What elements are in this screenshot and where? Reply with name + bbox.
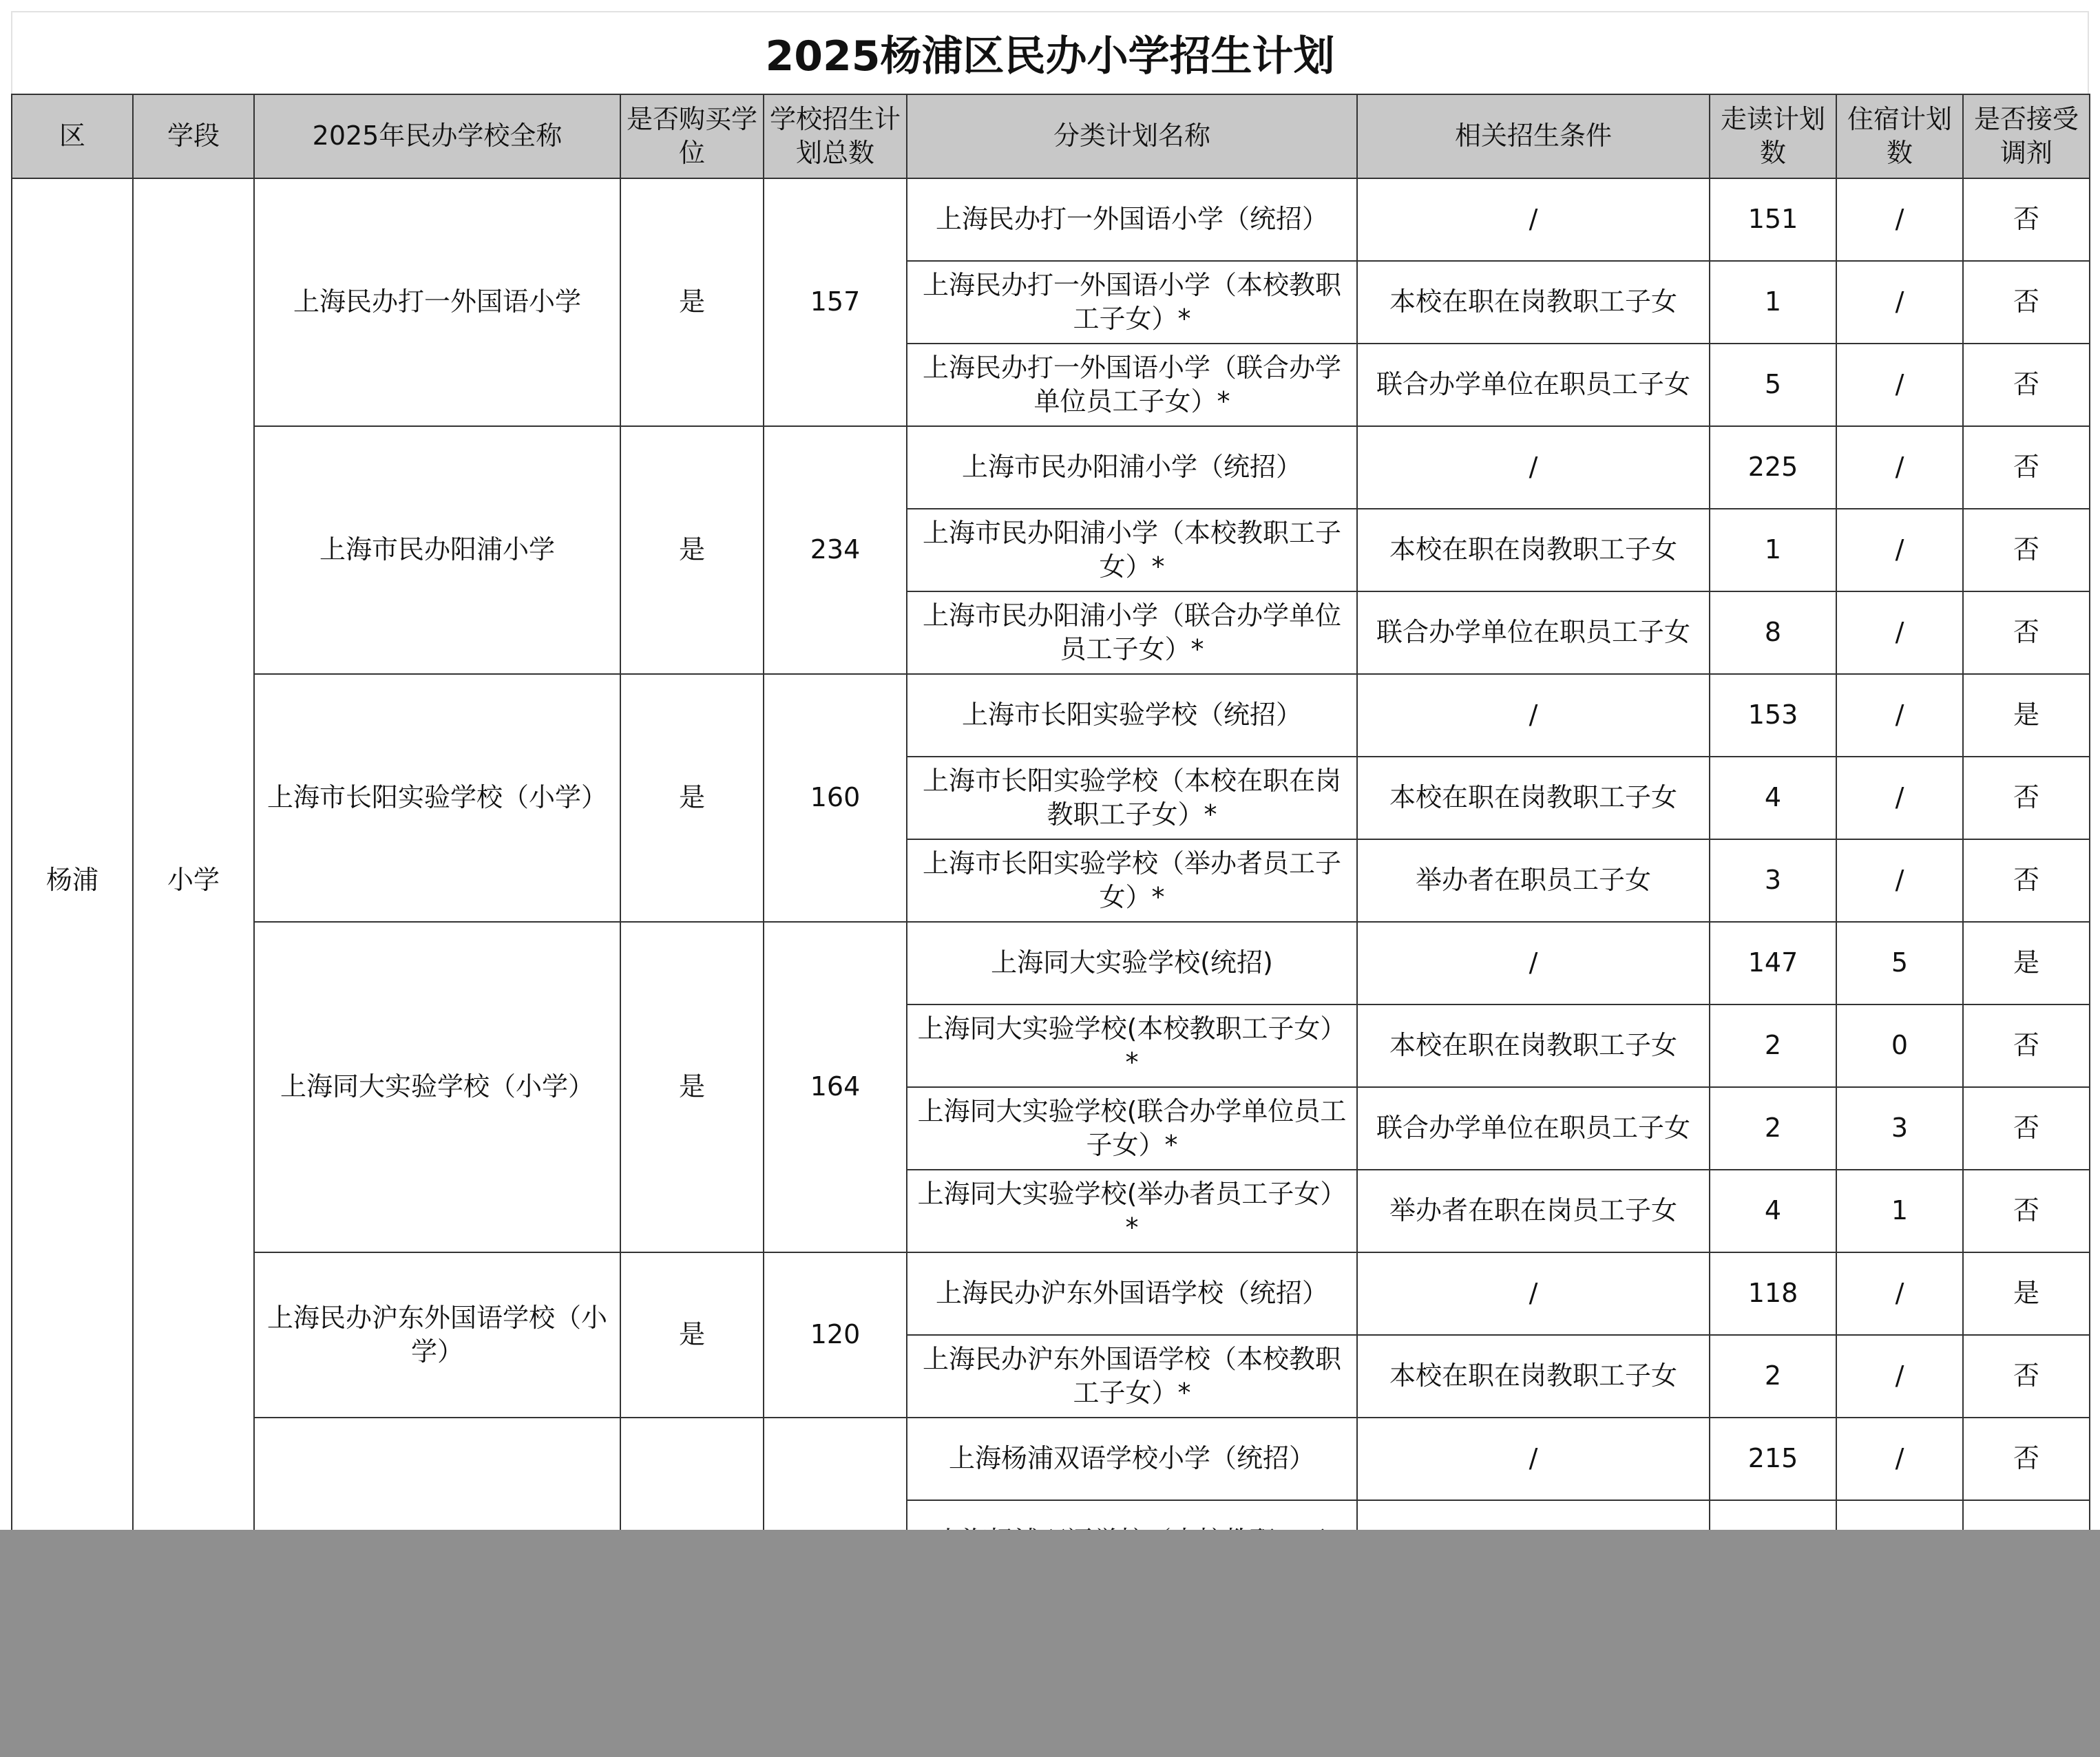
boarding-plan-cell: / (1836, 509, 1963, 591)
plan-name-cell: 上海杨浦双语学校小学（统招） (907, 1418, 1357, 1500)
conditions-cell: 本校在职在岗教职工子女 (1357, 757, 1710, 839)
plan-name-cell: 上海市长阳实验学校（举办者员工子女）* (907, 839, 1357, 922)
plan-name-cell: 上海同大实验学校(统招) (907, 922, 1357, 1004)
school-name-cell: 上海民办沪东外国语学校（小学） (254, 1252, 620, 1418)
accept-adjust-cell: 否 (1963, 839, 2090, 922)
accept-adjust-cell: 否 (1963, 509, 2090, 591)
buy-seats-cell: 是 (620, 674, 764, 922)
plan-name-cell: 上海市长阳实验学校（本校在职在岗教职工子女）* (907, 757, 1357, 839)
boarding-plan-cell: / (1836, 591, 1963, 674)
buy-seats-cell: 是 (620, 178, 764, 426)
gray-overlay (0, 1530, 2100, 1757)
conditions-cell: 本校在职在岗教职工子女 (1357, 509, 1710, 591)
table-row (12, 674, 2090, 757)
conditions-cell: / (1357, 1418, 1710, 1500)
boarding-plan-cell: 3 (1836, 1087, 1963, 1170)
header-accept-adjust: 是否接受调剂 (1963, 94, 2090, 178)
school-name-cell: 上海市民办阳浦小学 (254, 426, 620, 674)
buy-seats-cell: 是 (620, 426, 764, 674)
header-stage: 学段 (133, 94, 254, 178)
day-plan-cell: 1 (1710, 261, 1836, 344)
header-buy-seats: 是否购买学位 (620, 94, 764, 178)
boarding-plan-cell: 1 (1836, 1170, 1963, 1252)
conditions-cell: 本校在职在岗教职工子女 (1357, 1004, 1710, 1087)
conditions-cell: 本校在职在岗教职工子女 (1357, 261, 1710, 344)
spreadsheet-page (11, 11, 2089, 1530)
day-plan-cell: 153 (1710, 674, 1836, 757)
accept-adjust-cell: 否 (1963, 591, 2090, 674)
conditions-cell: 举办者在职在岗员工子女 (1357, 1170, 1710, 1252)
conditions-cell: / (1357, 674, 1710, 757)
conditions-cell: / (1357, 922, 1710, 1004)
plan-name-cell: 上海民办打一外国语小学（本校教职工子女）* (907, 261, 1357, 344)
header-boarding-plan: 住宿计划数 (1836, 94, 1963, 178)
boarding-plan-cell: 5 (1836, 922, 1963, 1004)
boarding-plan-cell: / (1836, 839, 1963, 922)
plan-name-cell: 上海同大实验学校(举办者员工子女）* (907, 1170, 1357, 1252)
day-plan-cell: 225 (1710, 426, 1836, 509)
day-plan-cell: 5 (1710, 344, 1836, 426)
boarding-plan-cell: / (1836, 757, 1963, 839)
day-plan-cell: 2 (1710, 1335, 1836, 1418)
accept-adjust-cell: 否 (1963, 1170, 2090, 1252)
accept-adjust-cell: 否 (1963, 1004, 2090, 1087)
header-district: 区 (12, 94, 133, 178)
conditions-cell: / (1357, 426, 1710, 509)
plan-name-cell: 上海市民办阳浦小学（统招） (907, 426, 1357, 509)
stage-cell: 小学 (133, 178, 254, 1583)
header-day-plan: 走读计划数 (1710, 94, 1836, 178)
table-row (12, 426, 2090, 509)
school-name-cell: 上海民办打一外国语小学 (254, 178, 620, 426)
accept-adjust-cell: 是 (1963, 674, 2090, 757)
day-plan-cell: 4 (1710, 757, 1836, 839)
buy-seats-cell: 是 (620, 1252, 764, 1418)
plan-name-cell: 上海市长阳实验学校（统招） (907, 674, 1357, 757)
plan-name-cell: 上海民办打一外国语小学（联合办学单位员工子女）* (907, 344, 1357, 426)
day-plan-cell: 1 (1710, 509, 1836, 591)
day-plan-cell: 2 (1710, 1087, 1836, 1170)
day-plan-cell: 2 (1710, 1004, 1836, 1087)
plan-name-cell: 上海同大实验学校(联合办学单位员工子女）* (907, 1087, 1357, 1170)
boarding-plan-cell: / (1836, 674, 1963, 757)
table-row (12, 922, 2090, 1004)
boarding-plan-cell: 0 (1836, 1004, 1963, 1087)
conditions-cell: 联合办学单位在职员工子女 (1357, 1087, 1710, 1170)
plan-name-cell: 上海民办沪东外国语学校（统招） (907, 1252, 1357, 1335)
conditions-cell: / (1357, 178, 1710, 261)
header-school-name: 2025年民办学校全称 (254, 94, 620, 178)
plan-name-cell: 上海市民办阳浦小学（本校教职工子女）* (907, 509, 1357, 591)
plan-name-cell: 上海市民办阳浦小学（联合办学单位员工子女）* (907, 591, 1357, 674)
page-title: 2025杨浦区民办小学招生计划 (11, 11, 2089, 94)
total-plan-cell: 157 (764, 178, 907, 426)
boarding-plan-cell: / (1836, 1252, 1963, 1335)
day-plan-cell: 151 (1710, 178, 1836, 261)
plan-name-cell: 上海民办打一外国语小学（统招） (907, 178, 1357, 261)
accept-adjust-cell: 是 (1963, 1252, 2090, 1335)
boarding-plan-cell: / (1836, 426, 1963, 509)
day-plan-cell: 118 (1710, 1252, 1836, 1335)
buy-seats-cell: 是 (620, 922, 764, 1252)
boarding-plan-cell: / (1836, 1335, 1963, 1418)
header-conditions: 相关招生条件 (1357, 94, 1710, 178)
accept-adjust-cell: 否 (1963, 426, 2090, 509)
accept-adjust-cell: 否 (1963, 757, 2090, 839)
table-row (12, 1252, 2090, 1335)
header-total-plan: 学校招生计划总数 (764, 94, 907, 178)
boarding-plan-cell: / (1836, 1418, 1963, 1500)
accept-adjust-cell: 否 (1963, 261, 2090, 344)
accept-adjust-cell: 否 (1963, 1418, 2090, 1500)
total-plan-cell: 234 (764, 426, 907, 674)
enrollment-plan-table (11, 94, 2090, 1584)
school-name-cell: 上海市长阳实验学校（小学） (254, 674, 620, 922)
plan-name-cell: 上海同大实验学校(本校教职工子女）* (907, 1004, 1357, 1087)
day-plan-cell: 8 (1710, 591, 1836, 674)
table-row (12, 1418, 2090, 1500)
conditions-cell: / (1357, 1252, 1710, 1335)
total-plan-cell: 160 (764, 674, 907, 922)
accept-adjust-cell: 否 (1963, 1087, 2090, 1170)
total-plan-cell: 120 (764, 1252, 907, 1418)
boarding-plan-cell: / (1836, 344, 1963, 426)
total-plan-cell: 164 (764, 922, 907, 1252)
conditions-cell: 联合办学单位在职员工子女 (1357, 591, 1710, 674)
boarding-plan-cell: / (1836, 261, 1963, 344)
table-row (12, 178, 2090, 261)
header-plan-name: 分类计划名称 (907, 94, 1357, 178)
boarding-plan-cell: / (1836, 178, 1963, 261)
header-row (12, 94, 2090, 178)
accept-adjust-cell: 否 (1963, 1335, 2090, 1418)
day-plan-cell: 215 (1710, 1418, 1836, 1500)
school-name-cell: 上海同大实验学校（小学） (254, 922, 620, 1252)
accept-adjust-cell: 否 (1963, 178, 2090, 261)
day-plan-cell: 4 (1710, 1170, 1836, 1252)
conditions-cell: 本校在职在岗教职工子女 (1357, 1335, 1710, 1418)
day-plan-cell: 147 (1710, 922, 1836, 1004)
accept-adjust-cell: 否 (1963, 344, 2090, 426)
district-cell: 杨浦 (12, 178, 133, 1583)
conditions-cell: 联合办学单位在职员工子女 (1357, 344, 1710, 426)
day-plan-cell: 3 (1710, 839, 1836, 922)
conditions-cell: 举办者在职员工子女 (1357, 839, 1710, 922)
plan-name-cell: 上海民办沪东外国语学校（本校教职工子女）* (907, 1335, 1357, 1418)
accept-adjust-cell: 是 (1963, 922, 2090, 1004)
